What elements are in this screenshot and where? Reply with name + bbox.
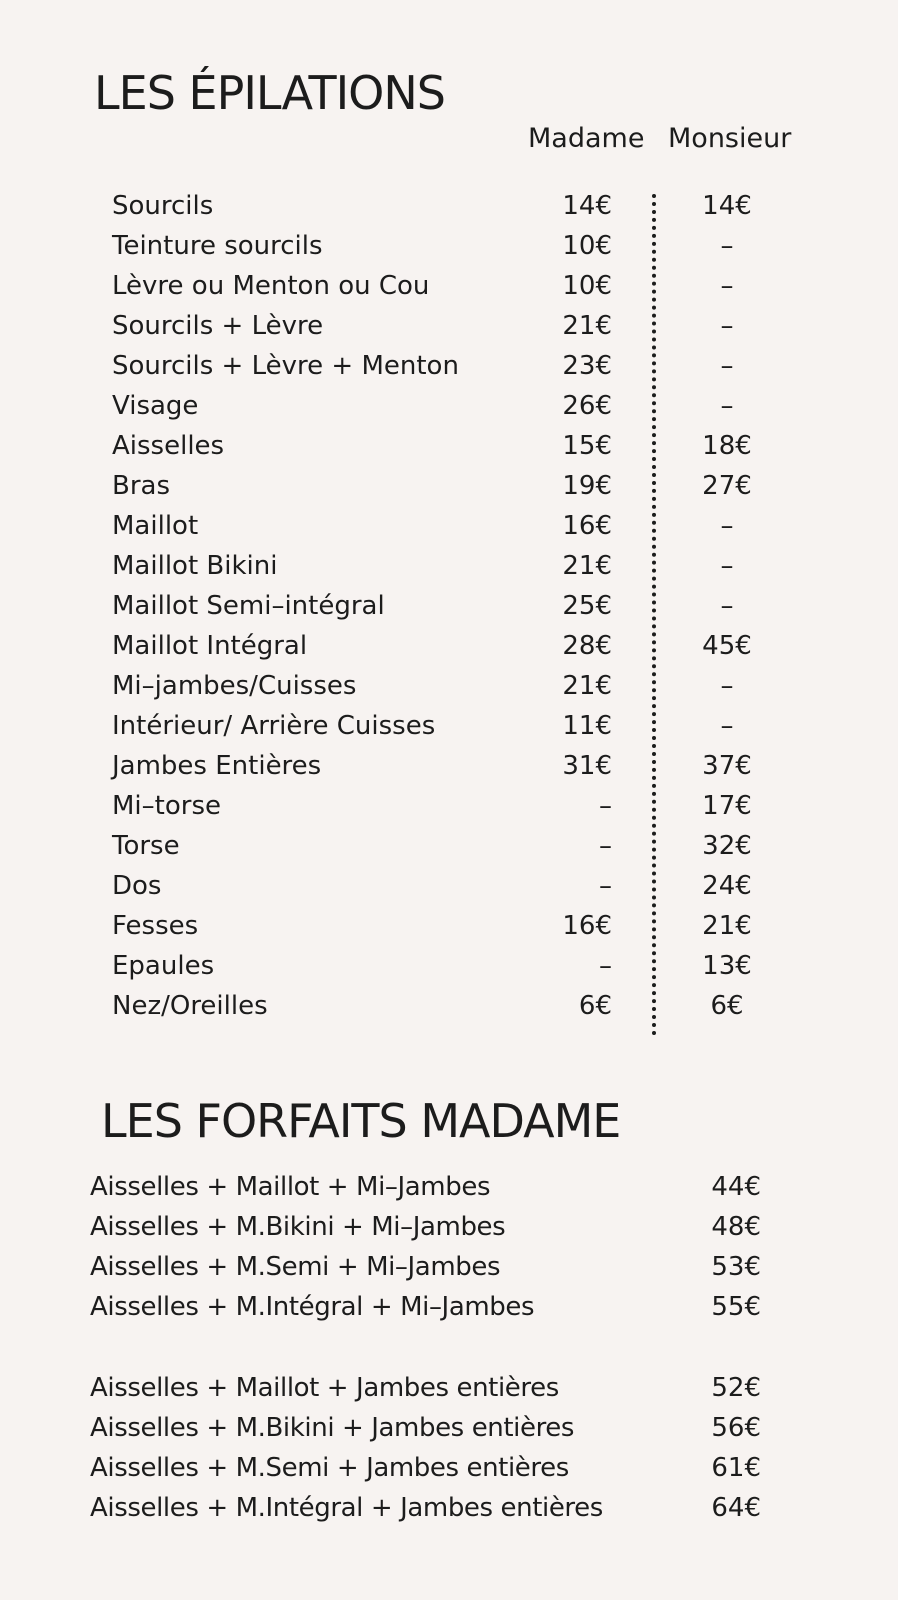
package-row: [0, 1448, 898, 1488]
service-label: Maillot Semi–intégral: [112, 591, 385, 621]
service-label: Dos: [112, 871, 162, 901]
price-monsieur: –: [720, 551, 734, 581]
price-madame: 21€: [562, 671, 612, 701]
package-price: 48€: [711, 1212, 761, 1242]
package-label: Aisselles + M.Semi + Jambes entières: [90, 1453, 569, 1483]
price-monsieur: 37€: [702, 751, 752, 781]
price-row: [0, 546, 898, 586]
price-madame: –: [599, 831, 612, 861]
package-price: 53€: [711, 1252, 761, 1282]
column-header-monsieur: Monsieur: [668, 123, 792, 154]
price-monsieur: –: [720, 591, 734, 621]
service-label: Mi–jambes/Cuisses: [112, 671, 357, 701]
price-row: [0, 386, 898, 426]
price-monsieur: –: [720, 671, 734, 701]
price-monsieur: –: [720, 231, 734, 261]
price-row: [0, 706, 898, 746]
service-label: Nez/Oreilles: [112, 991, 268, 1021]
price-row: [0, 226, 898, 266]
price-madame: 26€: [562, 391, 612, 421]
package-row: [0, 1368, 898, 1408]
service-label: Aisselles: [112, 431, 225, 461]
package-label: Aisselles + Maillot + Mi–Jambes: [90, 1172, 491, 1202]
price-monsieur: 17€: [702, 791, 752, 821]
price-monsieur: –: [720, 391, 734, 421]
price-row: [0, 946, 898, 986]
price-row: [0, 786, 898, 826]
price-monsieur: 45€: [702, 631, 752, 661]
price-monsieur: 6€: [710, 991, 744, 1021]
package-row: [0, 1167, 898, 1207]
price-monsieur: –: [720, 711, 734, 741]
forfaits-title: LES FORFAITS MADAME: [101, 1094, 621, 1148]
package-label: Aisselles + M.Bikini + Mi–Jambes: [90, 1212, 506, 1242]
price-monsieur: 13€: [702, 951, 752, 981]
price-monsieur: –: [720, 271, 734, 301]
package-label: Aisselles + M.Intégral + Jambes entières: [90, 1493, 603, 1523]
price-madame: –: [599, 791, 612, 821]
price-row: [0, 586, 898, 626]
service-label: Maillot Bikini: [112, 551, 278, 581]
price-row: [0, 666, 898, 706]
package-label: Aisselles + M.Semi + Mi–Jambes: [90, 1252, 501, 1282]
package-price: 44€: [711, 1172, 761, 1202]
service-label: Epaules: [112, 951, 215, 981]
service-label: Intérieur/ Arrière Cuisses: [112, 711, 436, 741]
price-madame: 16€: [562, 511, 612, 541]
package-label: Aisselles + M.Bikini + Jambes entières: [90, 1413, 575, 1443]
price-madame: 19€: [562, 471, 612, 501]
price-madame: –: [599, 951, 612, 981]
service-label: Jambes Entières: [112, 751, 322, 781]
package-price: 55€: [711, 1292, 761, 1322]
price-madame: 21€: [562, 551, 612, 581]
service-label: Mi–torse: [112, 791, 221, 821]
package-price: 56€: [711, 1413, 761, 1443]
service-label: Maillot Intégral: [112, 631, 308, 661]
column-header-madame: Madame: [528, 123, 645, 154]
forfaits-price-list: [0, 1167, 898, 1528]
package-price: 64€: [711, 1493, 761, 1523]
service-label: Sourcils: [112, 191, 214, 221]
service-label: Visage: [112, 391, 199, 421]
price-madame: 21€: [562, 311, 612, 341]
price-row: [0, 826, 898, 866]
package-row: [0, 1247, 898, 1287]
price-row: [0, 266, 898, 306]
price-monsieur: 27€: [702, 471, 752, 501]
package-row: [0, 1488, 898, 1528]
service-label: Sourcils + Lèvre: [112, 311, 324, 341]
price-row: [0, 186, 898, 226]
price-madame: 31€: [562, 751, 612, 781]
price-row: [0, 426, 898, 466]
price-monsieur: 32€: [702, 831, 752, 861]
price-madame: –: [599, 871, 612, 901]
service-label: Fesses: [112, 911, 199, 941]
service-label: Maillot: [112, 511, 199, 541]
price-row: [0, 466, 898, 506]
price-row: [0, 986, 898, 1026]
price-madame: 28€: [562, 631, 612, 661]
price-madame: 11€: [562, 711, 612, 741]
price-row: [0, 626, 898, 666]
price-madame: 23€: [562, 351, 612, 381]
price-row: [0, 866, 898, 906]
service-label: Lèvre ou Menton ou Cou: [112, 271, 430, 301]
package-label: Aisselles + Maillot + Jambes entières: [90, 1373, 559, 1403]
price-monsieur: –: [720, 311, 734, 341]
service-label: Torse: [112, 831, 180, 861]
price-monsieur: 21€: [702, 911, 752, 941]
service-label: Teinture sourcils: [112, 231, 323, 261]
package-price: 61€: [711, 1453, 761, 1483]
price-madame: 25€: [562, 591, 612, 621]
price-madame: 10€: [562, 231, 612, 261]
price-madame: 6€: [578, 991, 612, 1021]
price-monsieur: 14€: [702, 191, 752, 221]
package-row: [0, 1287, 898, 1327]
service-label: Bras: [112, 471, 171, 501]
price-monsieur: –: [720, 351, 734, 381]
package-row: [0, 1207, 898, 1247]
price-row: [0, 906, 898, 946]
price-row: [0, 746, 898, 786]
price-row: [0, 506, 898, 546]
epilations-price-list: [0, 186, 898, 1026]
price-row: [0, 346, 898, 386]
price-madame: 10€: [562, 271, 612, 301]
service-label: Sourcils + Lèvre + Menton: [112, 351, 459, 381]
price-monsieur: 18€: [702, 431, 752, 461]
price-madame: 14€: [562, 191, 612, 221]
epilations-title: LES ÉPILATIONS: [94, 66, 445, 120]
price-madame: 15€: [562, 431, 612, 461]
price-madame: 16€: [562, 911, 612, 941]
package-label: Aisselles + M.Intégral + Mi–Jambes: [90, 1292, 535, 1322]
price-monsieur: –: [720, 511, 734, 541]
price-row: [0, 306, 898, 346]
package-price: 52€: [711, 1373, 761, 1403]
package-row: [0, 1408, 898, 1448]
price-monsieur: 24€: [702, 871, 752, 901]
